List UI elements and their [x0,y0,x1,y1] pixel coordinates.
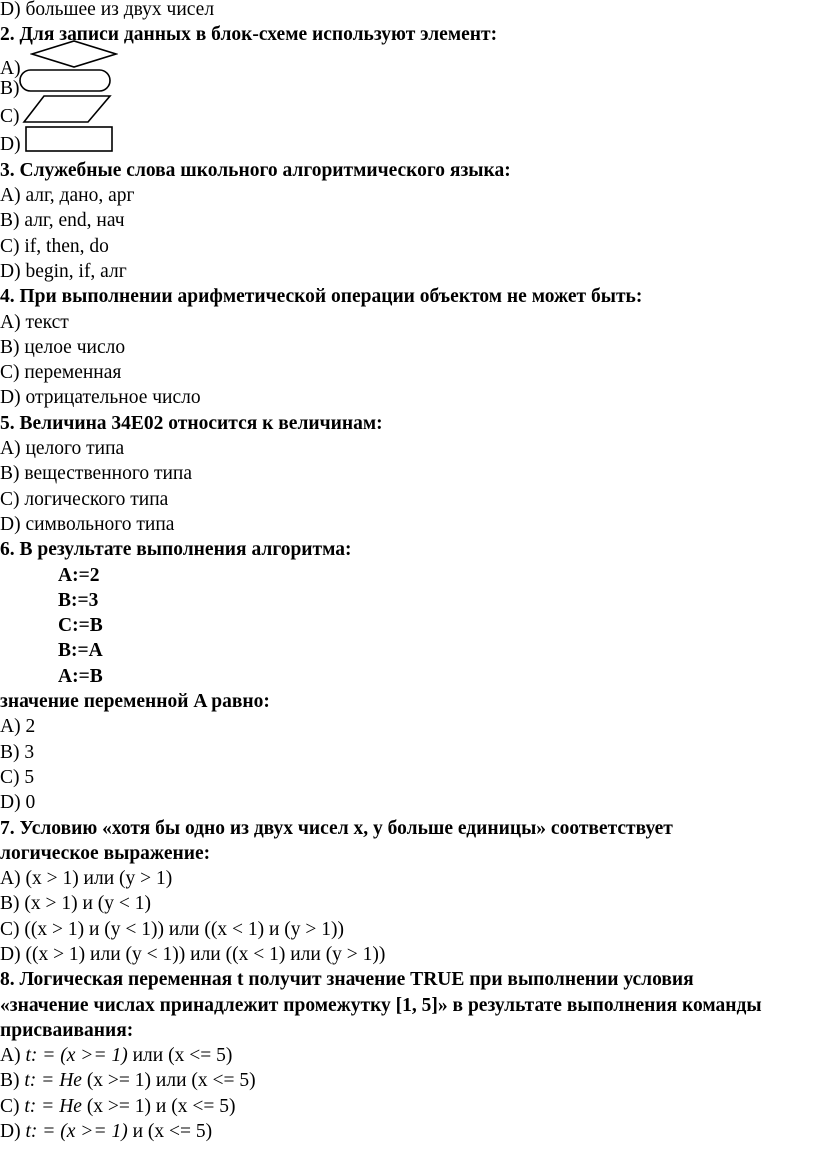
q4-option-c: C) переменная [0,362,122,384]
q2-option-b [0,73,816,98]
q2-option-c-label: C) [0,106,20,128]
q8-option-c-label: C) [0,1095,25,1117]
q8-option-d-rest: и (x <= 5) [127,1121,213,1143]
q3-option-d: D) begin, if, алг [0,260,127,282]
q4-option-b: B) целое число [0,336,126,358]
parallelogram-shape-icon [22,94,114,126]
q8-title-line1: 8. Логическая переменная t получит значение TRUE при выполнении условия [0,969,694,991]
q6-code-line: C:=B [58,615,103,637]
q3-option-c: C) if, then, do [0,235,109,257]
q7-option-a: A) (x > 1) или (y > 1) [0,868,173,890]
q7-title-line2: логическое выражение: [0,842,211,864]
q4-title: 4. При выполнении арифметической операции объектом не может быть: [0,286,643,308]
rounded-rectangle-shape-icon [18,68,114,96]
q3-option-a: A) алг, дано, арг [0,185,135,207]
q6-code-line: A:=2 [58,564,100,586]
q7-option-b: B) (x > 1) и (y < 1) [0,893,152,915]
q3-option-b: B) алг, end, нач [0,210,125,232]
q2-option-a-label: A) [0,57,21,79]
q5-option-a: A) целого типа [0,438,125,460]
q8-option-d-label: D) [0,1121,26,1143]
q2-option-d [0,123,816,156]
q8-option-b [0,1068,816,1093]
q6-option-d: D) 0 [0,792,36,814]
q8-title-line3: присваивания: [0,1019,134,1041]
q5-option-c: C) логического типа [0,488,169,510]
diamond-shape-icon [30,39,118,71]
q8-title-line2: «значение числах принадлежит промежутку [1, 5]» в результате выполнения команды [0,994,762,1016]
q8-option-b-rest: (x >= 1) или (x <= 5) [81,1070,256,1092]
q5-option-b: B) вещественного типа [0,463,193,485]
q6-code-line: A:=B [58,665,103,687]
q2-option-d-label: D) [0,134,21,156]
q8-option-a [0,1043,816,1068]
q8-option-a-expr: t: = (x >= 1) [25,1045,128,1067]
q6-option-c: C) 5 [0,766,35,788]
q6-option-a: A) 2 [0,716,36,738]
q7-option-d: D) ((x > 1) или (y < 1)) или ((x < 1) или (y > 1)) [0,943,386,965]
q6-code-line: B:=3 [58,589,99,611]
q6-option-b: B) 3 [0,741,35,763]
q8-option-a-rest: или (x <= 5) [127,1045,233,1067]
q2-option-c [0,98,816,128]
q2-title: 2. Для записи данных в блок-схеме используют элемент: [0,24,498,46]
q4-option-d: D) отрицательное число [0,387,201,409]
q6-subtitle: значение переменной A равно: [0,691,270,713]
q8-option-d-expr: t: = (x >= 1) [25,1121,128,1143]
rectangle-shape-icon [24,125,116,155]
q2-option-a [0,48,816,79]
q5-option-d: D) символьного типа [0,513,175,535]
q7-title-line1: 7. Условию «хотя бы одно из двух чисел x, y больше единицы» соответствует [0,817,673,839]
q6-title: 6. В результате выполнения алгоритма: [0,539,352,561]
q8-option-b-expr: t: = Не [24,1070,82,1092]
q1-option-d: D) большее из двух чисел [0,0,215,20]
q7-option-c: C) ((x > 1) и (y < 1)) или ((x < 1) и (y > 1)) [0,918,345,940]
q8-option-b-label: B) [0,1070,25,1092]
q3-title: 3. Служебные слова школьного алгоритмического языка: [0,159,511,181]
q8-option-c-rest: (x >= 1) и (x <= 5) [81,1095,236,1117]
q4-option-a: A) текст [0,311,69,333]
q8-option-a-label: A) [0,1045,26,1067]
q8-option-d [0,1119,816,1144]
q8-option-c [0,1094,816,1119]
q6-code-line: B:=A [58,640,103,662]
q8-option-c-expr: t: = Не [24,1095,82,1117]
q2-option-b-label: B) [0,77,20,99]
q5-title: 5. Величина 34E02 относится к величинам: [0,412,383,434]
